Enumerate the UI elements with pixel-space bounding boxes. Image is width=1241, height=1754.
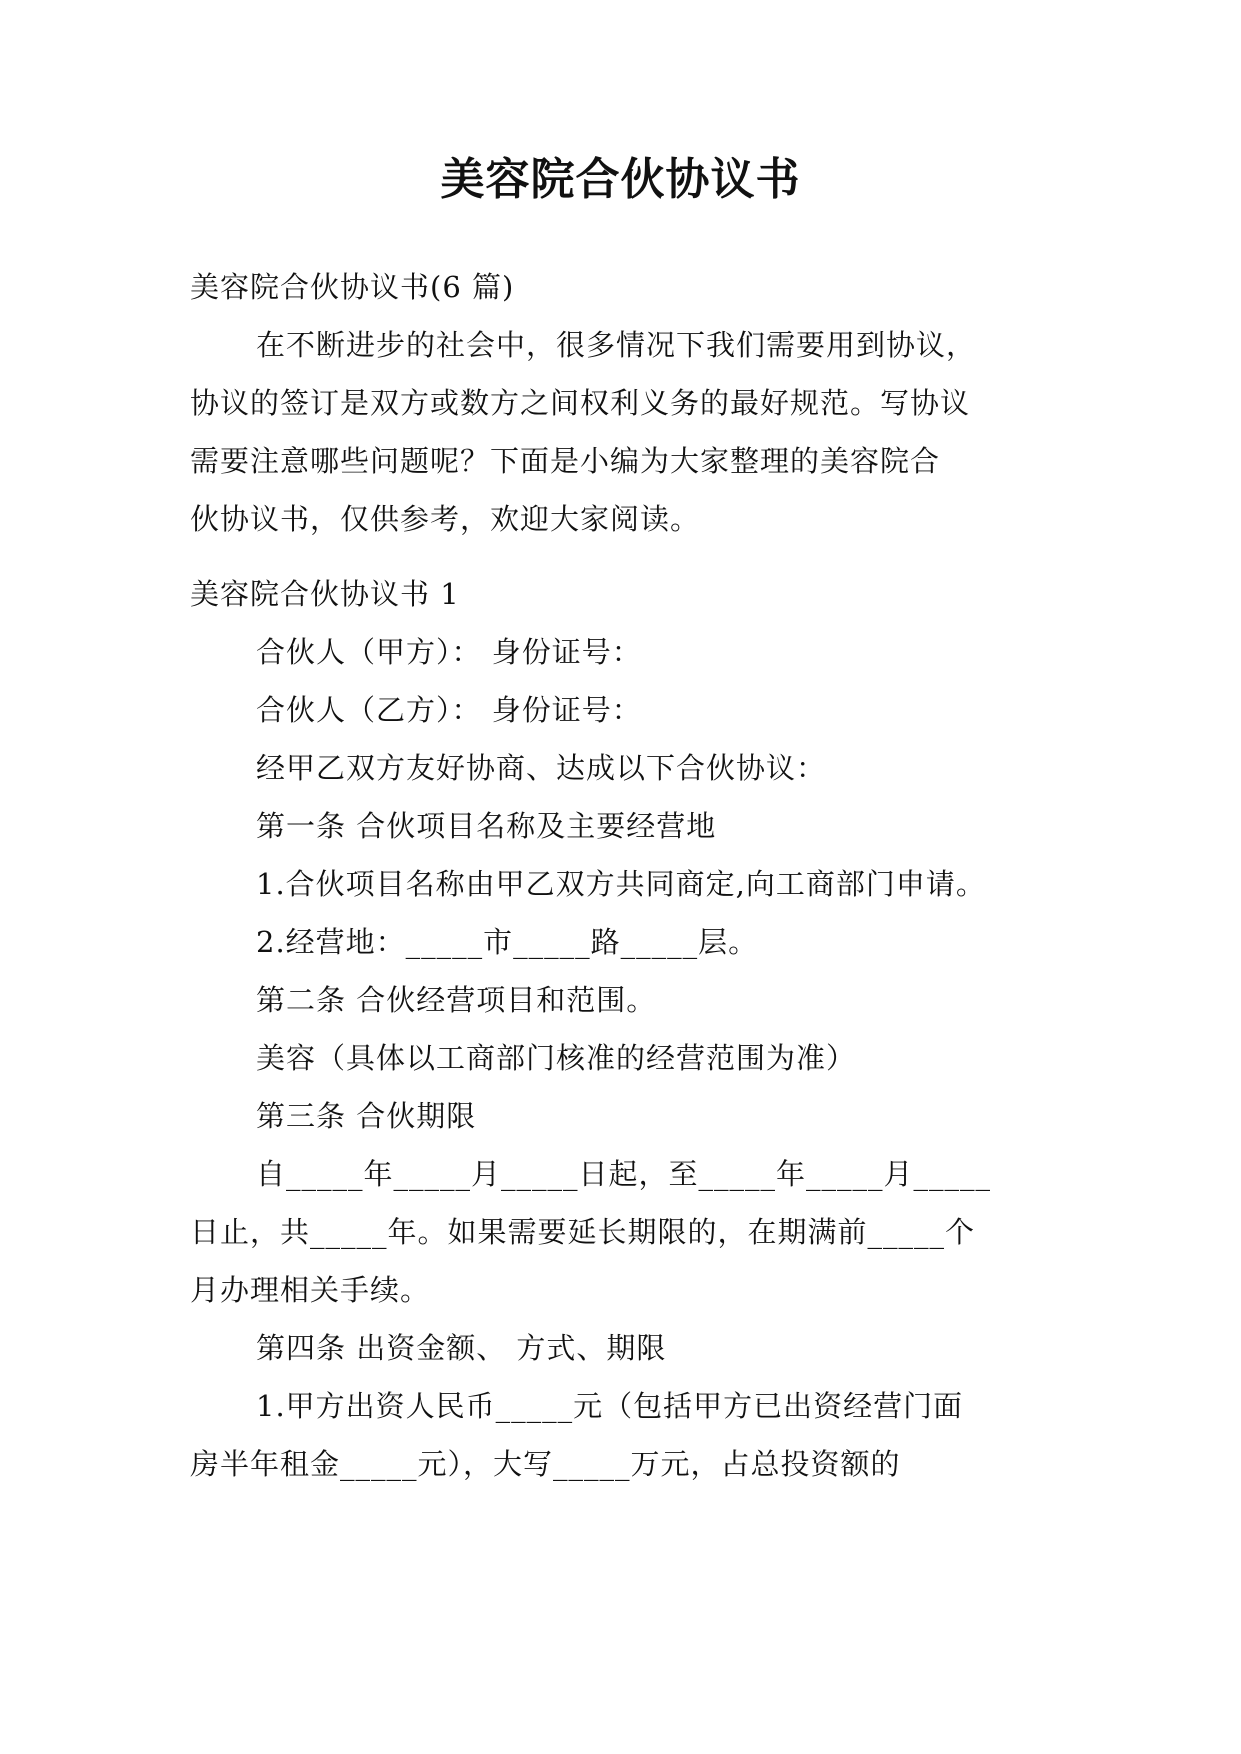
article-1-item-2: 2.经营地：_____市_____路_____层。 — [256, 925, 759, 959]
article-3-body-3: 月办理相关手续。 — [190, 1273, 431, 1307]
article-3-body-1: 自_____年_____月_____日起，至_____年_____月_____ — [256, 1157, 992, 1191]
article-3-heading: 第三条 合伙期限 — [256, 1099, 477, 1133]
article-2-body: 美容（具体以工商部门核准的经营范围为准） — [256, 1041, 857, 1075]
intro-line-1: 在不断进步的社会中，很多情况下我们需要用到协议， — [256, 328, 977, 362]
article-1-item-1: 1.合伙项目名称由甲乙双方共同商定,向工商部门申请。 — [256, 867, 986, 901]
article-4-item-1-cont: 房半年租金_____元），大写_____万元，占总投资额的 — [190, 1447, 901, 1481]
article-3-body-2: 日止，共_____年。如果需要延长期限的，在期满前_____个 — [190, 1215, 976, 1249]
agreement-block — [190, 565, 1050, 1493]
article-1-heading: 第一条 合伙项目名称及主要经营地 — [256, 809, 717, 843]
intro-line-3: 需要注意哪些问题呢？下面是小编为大家整理的美容院合 — [190, 444, 941, 478]
article-4-item-1: 1.甲方出资人民币_____元（包括甲方已出资经营门面 — [256, 1389, 964, 1423]
intro-block — [190, 258, 1050, 548]
agreement-intro-line: 经甲乙双方友好协商、达成以下合伙协议： — [256, 751, 827, 785]
intro-line-2: 协议的签订是双方或数方之间权利义务的最好规范。写协议 — [190, 386, 971, 420]
party-a-line: 合伙人（甲方）： 身份证号： — [256, 635, 642, 669]
article-2-heading: 第二条 合伙经营项目和范围。 — [256, 983, 657, 1017]
intro-line-4: 伙协议书，仅供参考，欢迎大家阅读。 — [190, 502, 701, 536]
document-subtitle: 美容院合伙协议书(6 篇) — [190, 270, 515, 304]
section-heading: 美容院合伙协议书 1 — [190, 577, 460, 611]
document-title: 美容院合伙协议书 — [440, 154, 801, 205]
party-b-line: 合伙人（乙方）： 身份证号： — [256, 693, 642, 727]
article-4-heading: 第四条 出资金额、 方式、期限 — [256, 1331, 667, 1365]
